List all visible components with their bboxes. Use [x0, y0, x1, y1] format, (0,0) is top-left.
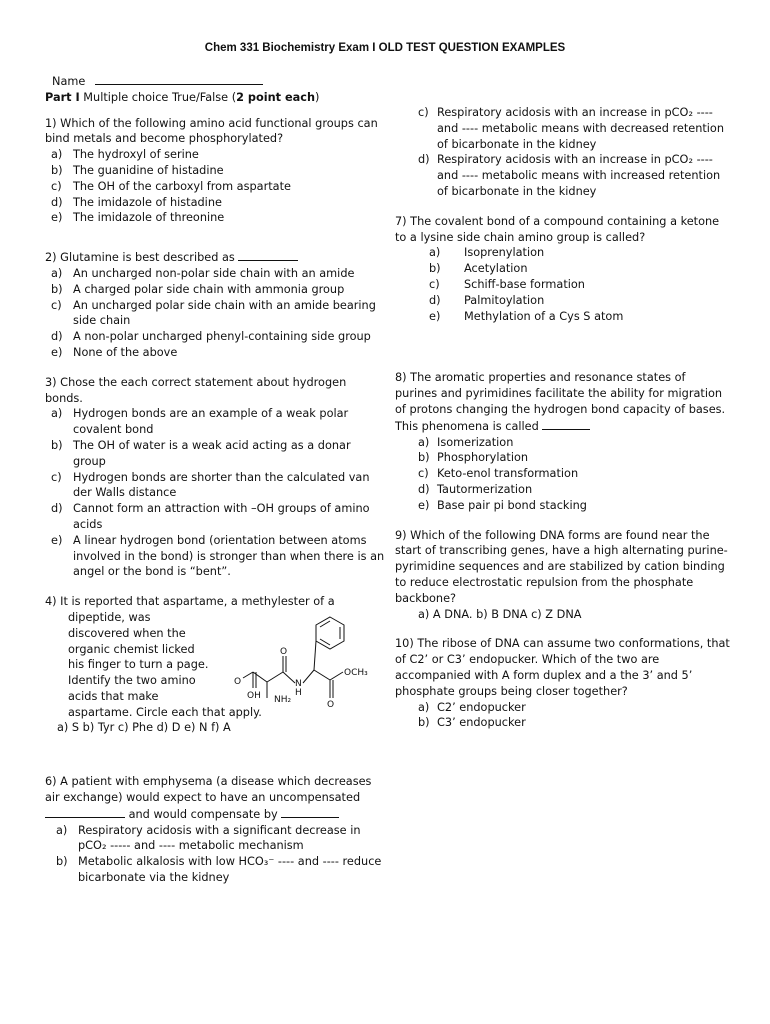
option-d[interactable]: d) A non-polar uncharged phenyl-containing side group [51, 330, 371, 344]
question-2 [45, 249, 385, 361]
question-4 [45, 594, 385, 736]
question-1 [45, 116, 385, 227]
option-d[interactable]: d) Respiratory acidosis with an increase in pCO₂ ---- and ---- metabolic means with increased retention of bicarbonate in the kidney [418, 153, 721, 198]
option-b[interactable]: b) C3’ endopucker [418, 716, 526, 730]
answer-blank[interactable] [45, 806, 125, 818]
part-label: Part I [45, 90, 80, 104]
question-stem: 9) Which of the following DNA forms are found near the start of transcribing genes, have a high alternating purine-pyrimidine sequences and are stabilized by cation binding to reduce electrostatic repulsion from the phosphate backbone? [395, 528, 728, 605]
question-stem: 10) The ribose of DNA can assume two conformations, that of C2’ or C3’ endopucker. Which of the two are accompanied with A form duplex and a the 3’ and 5’ phosphate groups being closer together? [395, 637, 730, 698]
question-stem: 2) Glutamine is best described as [45, 251, 235, 265]
answer-choices[interactable]: a) S b) Tyr c) Phe d) D e) N f) A [57, 721, 231, 735]
option-a[interactable]: a) Respiratory acidosis with a significant decrease in pCO₂ ----- and ---- metabolic mechanism [56, 823, 361, 853]
question-6: 6) A patient with emphysema (a disease which decreases air exchange) would expect to have an uncompensated and would compensate by a) Respiratory acidosis with a significant decrease in pCO₂ ----- and ---- metabolic mechanism b) Metabolic alkalosis with low HCO₃⁻ ---- and ---- reduce bicarbonate via the kidney [45, 774, 385, 886]
question-stem: 3) Chose the each correct statement about hydrogen bonds. [45, 375, 347, 405]
option-b[interactable]: b) The guanidine of histadine [51, 163, 224, 177]
option-a[interactable]: a) An uncharged non-polar side chain with an amide [51, 266, 355, 280]
left-column [45, 73, 385, 886]
question-stem: 8) The aromatic properties and resonance states of purines and pyrimidines facilitate the ability for migration of protons changing the hydrogen bond capacity of bases. This phenomena is called [395, 371, 726, 433]
question-10 [395, 636, 730, 731]
question-6-continued [395, 105, 730, 200]
name-field[interactable] [95, 73, 263, 85]
answer-blank[interactable] [281, 806, 339, 818]
option-e[interactable]: e) Methylation of a Cys S atom [429, 309, 624, 323]
right-column [395, 105, 730, 731]
option-b[interactable]: b) Phosphorylation [418, 451, 529, 465]
amine-label: NH₂ [274, 695, 292, 706]
option-a[interactable]: a) Isoprenylation [429, 246, 545, 260]
option-c[interactable]: c) Keto-enol transformation [418, 467, 579, 481]
question-7 [395, 214, 730, 325]
part-heading [45, 90, 385, 106]
question-8 [395, 370, 730, 513]
answer-choices[interactable]: a) A DNA. b) B DNA c) Z DNA [418, 607, 582, 621]
question-9 [395, 528, 730, 623]
aspartame-structure [233, 612, 373, 730]
option-e[interactable]: e) Base pair pi bond stacking [418, 498, 587, 512]
part-points: 2 point each [236, 90, 316, 104]
hydroxyl-label: OH [247, 691, 261, 702]
answer-blank[interactable] [542, 418, 590, 430]
name-line [45, 73, 385, 90]
option-e[interactable]: e) None of the above [51, 345, 178, 359]
nitrogen-label: N [295, 679, 302, 690]
option-c[interactable]: c) Hydrogen bonds are shorter than the calculated van der Walls distance [51, 470, 370, 500]
option-a[interactable]: a) The hydroxyl of serine [51, 148, 199, 162]
option-e[interactable]: e) The imidazole of threonine [51, 211, 225, 225]
question-stem-first: 4) It is reported that aspartame, a methylester of a [45, 595, 335, 609]
methoxy-label: OCH₃ [344, 668, 368, 679]
option-e[interactable]: e) A linear hydrogen bond (orientation between atoms involved in the bond) is stronger than when there is an angel or the bond is “bent”. [51, 533, 385, 579]
option-c[interactable]: c) The OH of the carboxyl from aspartate [51, 179, 291, 193]
option-d[interactable]: d) Palmitoylation [429, 293, 545, 307]
answer-blank[interactable] [238, 249, 298, 261]
option-b[interactable]: b) The OH of water is a weak acid acting as a donar group [51, 438, 351, 468]
question-stem-body: dipeptide, was discovered when the organic chemist licked his finger to turn a page. Identify the two amino acids that make aspartame. Circle each that apply. [68, 610, 262, 719]
hydrogen-label: H [295, 688, 302, 699]
part-close: ) [315, 90, 320, 104]
question-stem: 7) The covalent bond of a compound containing a ketone to a lysine side chain amino group is called? [395, 214, 720, 244]
option-b[interactable]: b) Acetylation [429, 262, 528, 276]
option-b[interactable]: b) Metabolic alkalosis with low HCO₃⁻ ---- and ---- reduce bicarbonate via the kidney [56, 855, 382, 885]
oxygen-label: O [280, 647, 288, 658]
option-a[interactable]: a) C2’ endopucker [418, 700, 526, 714]
oxygen-label: O [234, 677, 242, 688]
option-d[interactable]: d) Tautormerization [418, 482, 533, 496]
name-label: Name [52, 75, 86, 88]
option-c[interactable]: c) An uncharged polar side chain with an amide bearing side chain [51, 298, 376, 328]
oxygen-label: O [327, 700, 335, 711]
option-a[interactable]: a) Hydrogen bonds are an example of a weak polar covalent bond [51, 407, 349, 437]
option-a[interactable]: a) Isomerization [418, 435, 514, 449]
option-b[interactable]: b) A charged polar side chain with ammonia group [51, 282, 345, 296]
option-d[interactable]: d) The imidazole of histadine [51, 195, 222, 209]
question-3 [45, 375, 385, 580]
option-c[interactable]: c) Schiff-base formation [429, 277, 585, 291]
question-stem: 6) A patient with emphysema (a disease which decreases air exchange) would expect to have an uncompensated [45, 775, 372, 805]
option-c[interactable]: c) Respiratory acidosis with an increase in pCO₂ ---- and ---- metabolic means with decreased retention of bicarbonate in the kidney [418, 106, 725, 151]
part-desc: Multiple choice True/False ( [79, 90, 237, 104]
question-stem: 1) Which of the following amino acid functional groups can bind metals and become phosphorylated? [45, 116, 378, 146]
option-d[interactable]: d) Cannot form an attraction with –OH groups of amino acids [51, 502, 370, 531]
page-title: Chem 331 Biochemistry Exam I OLD TEST QUESTION EXAMPLES [204, 42, 566, 54]
